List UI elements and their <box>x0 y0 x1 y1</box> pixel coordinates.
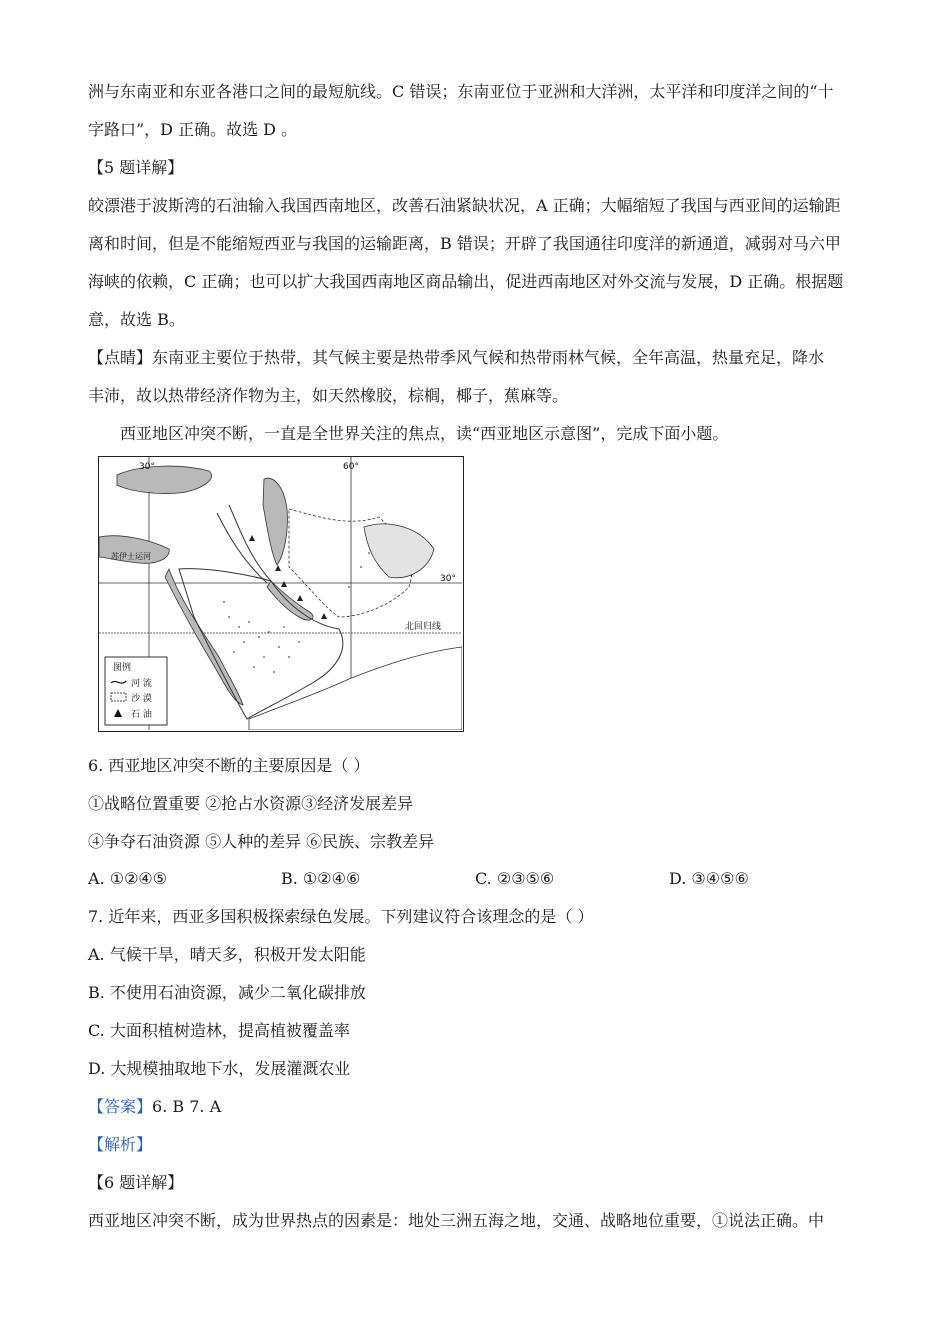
answer-label: 【答案】 <box>88 1097 153 1116</box>
question-6-items-2: ④争夺石油资源 ⑤人种的差异 ⑥民族、宗教差异 <box>88 832 435 851</box>
option-c: C. ②③⑤⑥ <box>475 869 555 888</box>
option-d: D. 大规模抽取地下水，发展灌溉农业 <box>88 1059 351 1078</box>
text-line: 字路口”，D 正确。故选 D 。 <box>88 120 298 139</box>
legend-desert-icon <box>111 693 126 701</box>
text-line: 皎漂港于波斯湾的石油输入我国西南地区，改善石油紧缺状况，A 正确；大幅缩短了我国与西亚间的运输距 <box>88 196 841 215</box>
label-lat-30: 30° <box>440 574 456 584</box>
analysis-text-line: 西亚地区冲突不断，成为世界热点的因素是：地处三洲五海之地，交通、战略地位重要，①说法正确。中 <box>88 1211 825 1230</box>
answer-line <box>88 1097 221 1117</box>
label-lon-30: 30° <box>139 462 155 472</box>
text-line: 洲与东南亚和东亚各港口之间的最短航线。C 错误；东南亚位于亚洲和大洋洲，太平洋和印度洋之间的“十 <box>88 82 834 101</box>
text-line: 海峡的依赖，C 正确；也可以扩大我国西南地区商品输出，促进西南地区对外交流与发展，D 正确。根据题 <box>88 272 844 291</box>
legend-oil-label: 石 油 <box>131 710 152 720</box>
option-a: A. ①②④⑤ <box>88 869 168 888</box>
question-6-options <box>88 869 868 889</box>
text-line: 意，故选 B。 <box>88 310 185 329</box>
answer-text: 6. B 7. A <box>152 1097 222 1116</box>
text-line: 丰沛，故以热带经济作物为主，如天然橡胶，棕榈，椰子，蕉麻等。 <box>88 386 569 405</box>
tip-paragraph: 【点睛】东南亚主要位于热带，其气候主要是热带季风气候和热带雨林气候，全年高温，热量充足，降水 <box>88 348 825 367</box>
river-euphrates <box>217 513 267 583</box>
label-tropic: 北回归线 <box>405 622 442 632</box>
option-c: C. 大面积植树造林，提高植被覆盖率 <box>88 1021 350 1040</box>
question-6-stem: 6. 西亚地区冲突不断的主要原因是（ ） <box>88 756 370 775</box>
black-sea <box>117 466 212 493</box>
option-b: B. ①②④⑥ <box>281 869 361 888</box>
legend-desert-label: 沙 漠 <box>131 694 152 704</box>
persian-gulf <box>267 581 313 620</box>
option-b: B. 不使用石油资源，减少二氧化碳排放 <box>88 983 366 1002</box>
section-heading-q5: 【5 题详解】 <box>88 158 184 177</box>
question-6-items-1: ①战略位置重要 ②抢占水资源③经济发展差异 <box>88 794 414 813</box>
option-d: D. ③④⑤⑥ <box>669 869 749 888</box>
text-line: 离和时间，但是不能缩短西亚与我国的运输距离，B 错误；开辟了我国通往印度洋的新通道，减弱对马六甲 <box>88 234 841 253</box>
label-lon-60: 60° <box>343 462 359 472</box>
section-heading-q6: 【6 题详解】 <box>88 1173 184 1192</box>
option-a: A. 气候干旱，晴天多，积极开发太阳能 <box>88 945 366 964</box>
caspian-sea <box>263 478 287 565</box>
question-intro: 西亚地区冲突不断，一直是全世界关注的焦点，读“西亚地区示意图”，完成下面小题。 <box>120 424 729 443</box>
legend-river-label: 河 流 <box>131 679 152 689</box>
question-7-stem: 7. 近年来，西亚多国积极探索绿色发展。下列建议符合该理念的是（ ） <box>88 907 594 926</box>
analysis-label: 【解析】 <box>88 1135 153 1154</box>
west-asia-map <box>98 456 464 732</box>
label-suez-canal: 苏伊士运河 <box>111 552 151 561</box>
arabian-sea <box>249 647 462 730</box>
afghanistan-region <box>364 524 434 578</box>
legend-title: 图例 <box>113 663 132 673</box>
